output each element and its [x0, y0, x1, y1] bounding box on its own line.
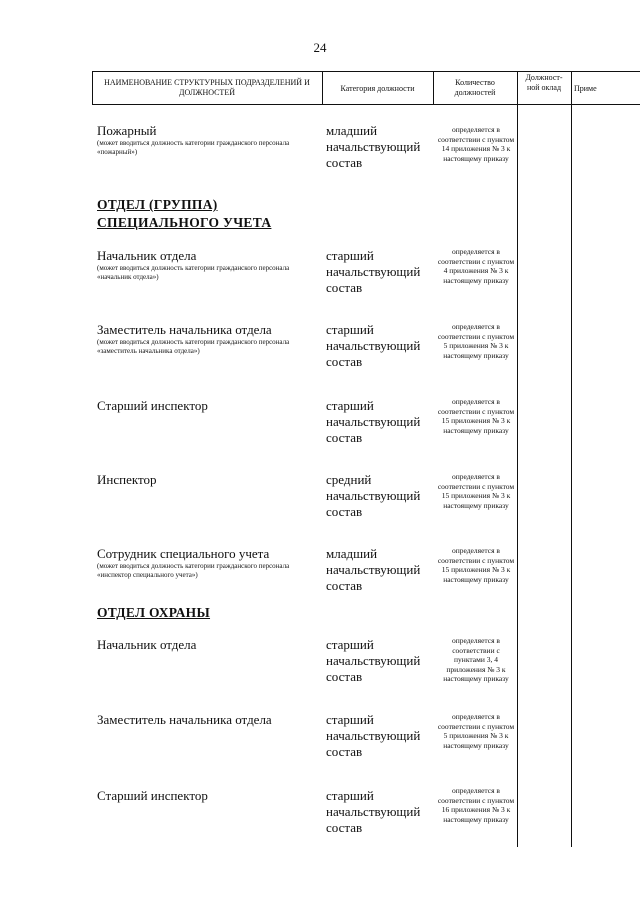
column-divider	[571, 71, 572, 847]
header-salary: Должност-ной оклад	[525, 73, 563, 92]
position-title: Сотрудник специального учета	[97, 546, 270, 561]
position-count: определяется в соответствии с пунктом 4 приложения № 3 к настоящему приказу	[437, 247, 515, 285]
position-category: младший начальствующий состав	[326, 123, 421, 170]
position-row	[97, 123, 319, 157]
position-category: старший начальствующий состав	[326, 248, 421, 295]
position-row	[97, 637, 319, 652]
position-row	[97, 788, 319, 803]
position-title: Заместитель начальника отдела	[97, 712, 272, 727]
position-row	[97, 712, 319, 727]
position-note: (может вводиться должность категории гражданского персонала «пожарный»)	[97, 139, 290, 156]
position-row	[97, 546, 319, 580]
position-title: Инспектор	[97, 472, 157, 487]
section-title: ОТДЕЛ ОХРАНЫ	[97, 605, 211, 620]
position-note: (может вводиться должность категории гражданского персонала «инспектор специального учета»)	[97, 562, 290, 579]
position-title: Начальник отдела	[97, 248, 197, 263]
position-row	[97, 248, 319, 282]
position-category: старший начальствующий состав	[326, 398, 421, 445]
position-title: Заместитель начальника отдела	[97, 322, 272, 337]
table-header-border	[92, 104, 640, 105]
position-category: старший начальствующий состав	[326, 788, 421, 835]
position-count: определяется в соответствии с пунктом 15 приложения № 3 к настоящему приказу	[437, 397, 515, 435]
column-divider	[517, 71, 518, 847]
position-row	[97, 322, 319, 356]
position-category: средний начальствующий состав	[326, 472, 421, 519]
table-top-border	[92, 71, 640, 72]
position-note: (может вводиться должность категории гражданского персонала «начальник отдела»)	[97, 264, 290, 281]
position-count: определяется в соответствии с пунктом 14 приложения № 3 к настоящему приказу	[437, 125, 515, 163]
position-row	[97, 398, 319, 413]
position-count: определяется в соответствии с пунктом 5 приложения № 3 к настоящему приказу	[437, 322, 515, 360]
position-note: (может вводиться должность категории гражданского персонала «заместитель начальника отдела»)	[97, 338, 290, 355]
position-count: определяется в соответствии с пунктом 15 приложения № 3 к настоящему приказу	[437, 472, 515, 510]
header-note: Приме	[574, 84, 597, 93]
section-title: ОТДЕЛ (ГРУППА) СПЕЦИАЛЬНОГО УЧЕТА	[97, 197, 272, 230]
position-count: определяется в соответствии с пунктом 15 приложения № 3 к настоящему приказу	[437, 546, 515, 584]
header-category: Категория должности	[340, 84, 415, 93]
position-category: старший начальствующий состав	[326, 637, 421, 684]
header-name: НАИМЕНОВАНИЕ СТРУКТУРНЫХ ПОДРАЗДЕЛЕНИЙ И ДОЛЖНОСТЕЙ	[104, 78, 310, 97]
position-count: определяется в соответствии с пунктами 3, 4 приложения № 3 к настоящему приказу	[443, 636, 509, 684]
position-category: старший начальствующий состав	[326, 712, 421, 759]
position-row	[97, 472, 319, 487]
position-count: определяется в соответствии с пунктом 5 приложения № 3 к настоящему приказу	[437, 712, 515, 750]
position-title: Начальник отдела	[97, 637, 197, 652]
position-title: Старший инспектор	[97, 788, 208, 803]
page-number: 24	[313, 40, 327, 55]
position-category: старший начальствующий состав	[326, 322, 421, 369]
position-category: младший начальствующий состав	[326, 546, 421, 593]
position-count: определяется в соответствии с пунктом 16 приложения № 3 к настоящему приказу	[437, 786, 515, 824]
position-title: Пожарный	[97, 123, 157, 138]
position-title: Старший инспектор	[97, 398, 208, 413]
header-count: Количество должностей	[454, 78, 496, 97]
